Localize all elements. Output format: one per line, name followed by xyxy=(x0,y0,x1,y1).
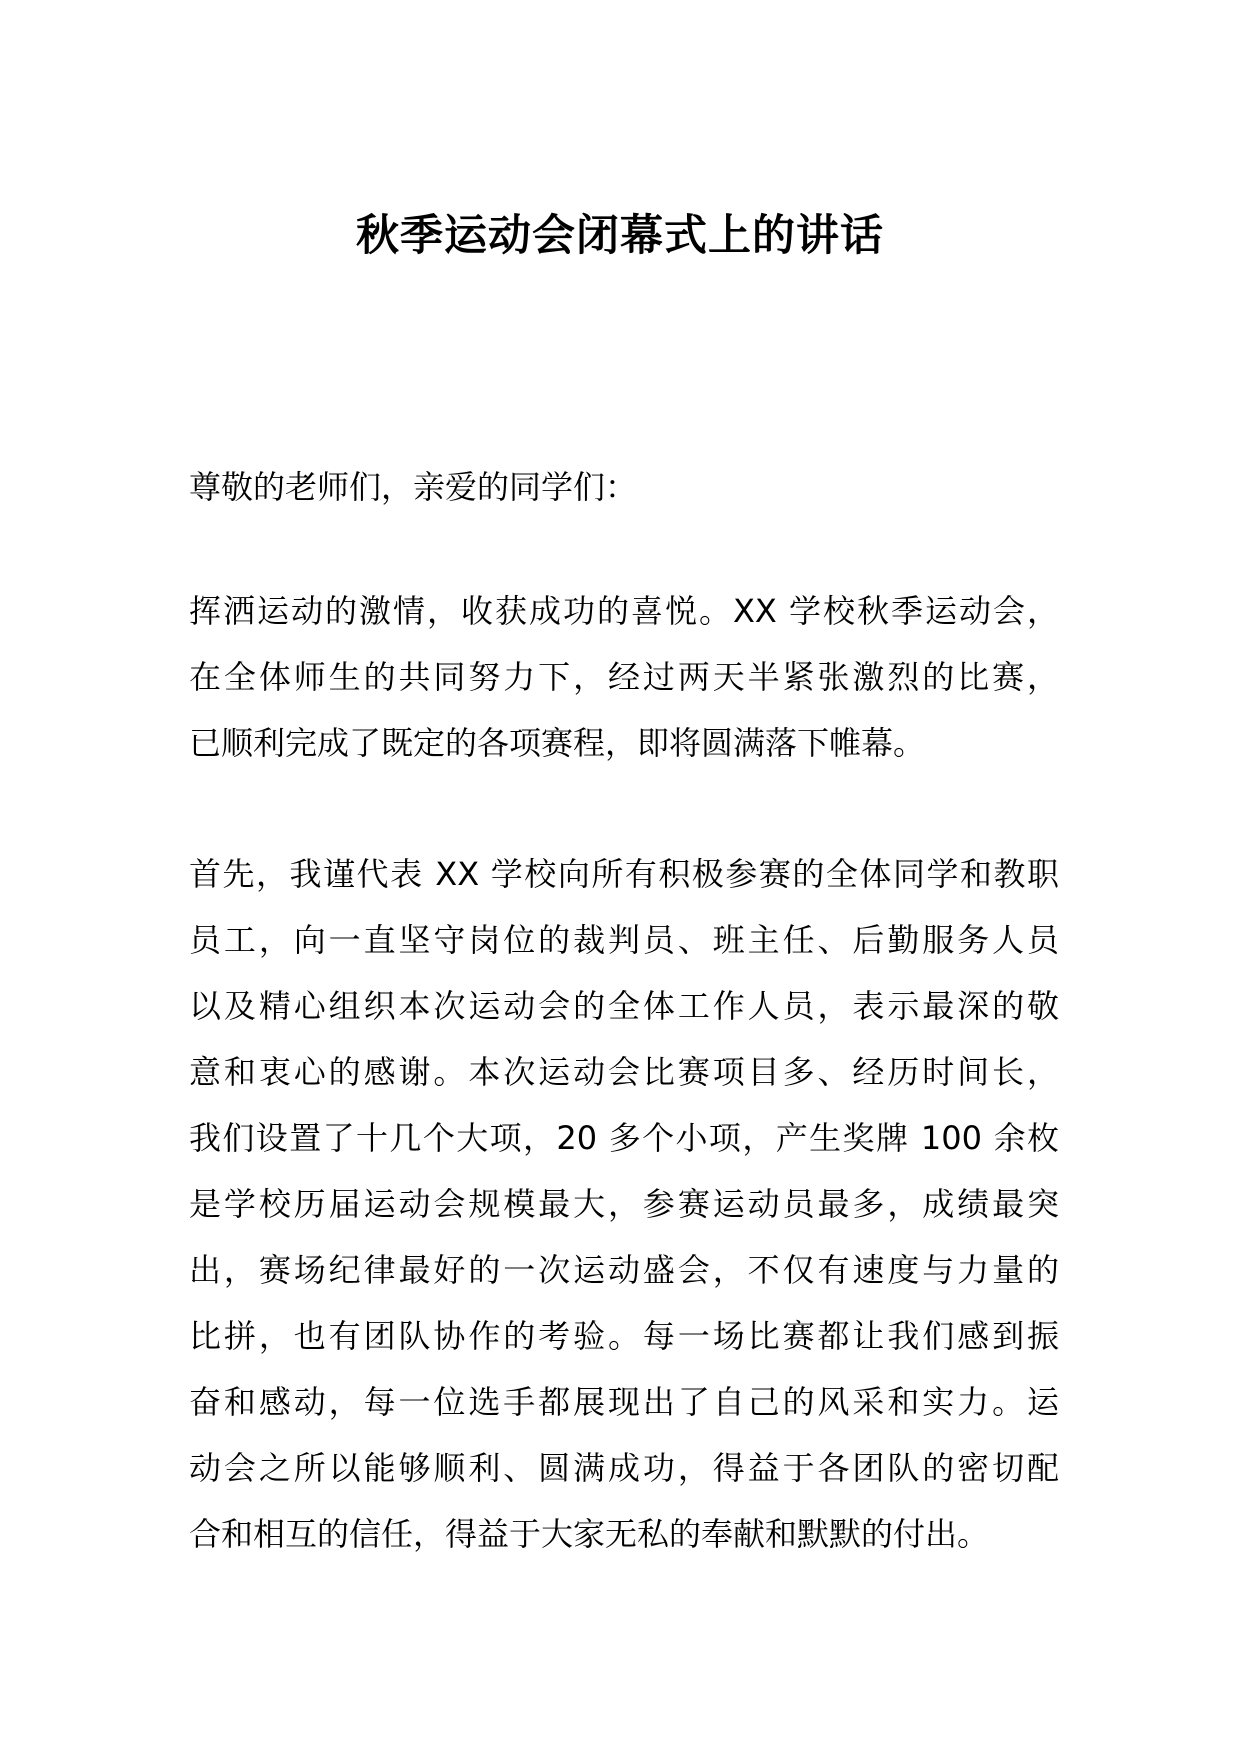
paragraph-line: 奋和感动，每一位选手都展现出了自己的风采和实力。运 xyxy=(189,1383,1059,1421)
salutation xyxy=(189,454,1059,520)
paragraph-line: 合和相互的信任，得益于大家无私的奉献和默默的付出。 xyxy=(189,1515,990,1553)
paragraph-line: 动会之所以能够顺利、圆满成功，得益于各团队的密切配 xyxy=(189,1449,1059,1487)
paragraph-line: 是学校历届运动会规模最大，参赛运动员最多，成绩最突 xyxy=(189,1185,1059,1223)
paragraph-line: 比拼，也有团队协作的考验。每一场比赛都让我们感到振 xyxy=(189,1317,1059,1355)
paragraph-line: 在全体师生的共同努力下，经过两天半紧张激烈的比赛， xyxy=(189,658,1059,696)
paragraph-line: 出，赛场纪律最好的一次运动盛会，不仅有速度与力量的 xyxy=(189,1251,1059,1289)
salutation-text: 尊敬的老师们，亲爱的同学们： xyxy=(189,468,638,506)
paragraph-1 xyxy=(189,578,1059,776)
paragraph-line: 我们设置了十几个大项，20 多个小项，产生奖牌 100 余枚 xyxy=(189,1119,1059,1157)
paragraph-line: 员工，向一直坚守岗位的裁判员、班主任、后勤服务人员 xyxy=(189,921,1059,959)
paragraph-line: 意和衷心的感谢。本次运动会比赛项目多、经历时间长， xyxy=(189,1053,1059,1091)
paragraph-2 xyxy=(189,841,1059,1567)
paragraph-line: 首先，我谨代表 XX 学校向所有积极参赛的全体同学和教职 xyxy=(189,855,1059,893)
document-title: 秋季运动会闭幕式上的讲话 xyxy=(356,211,884,261)
paragraph-line: 以及精心组织本次运动会的全体工作人员，表示最深的敬 xyxy=(189,987,1059,1025)
paragraph-line: 已顺利完成了既定的各项赛程，即将圆满落下帷幕。 xyxy=(189,724,926,762)
paragraph-line: 挥洒运动的激情，收获成功的喜悦。XX 学校秋季运动会， xyxy=(189,592,1059,630)
